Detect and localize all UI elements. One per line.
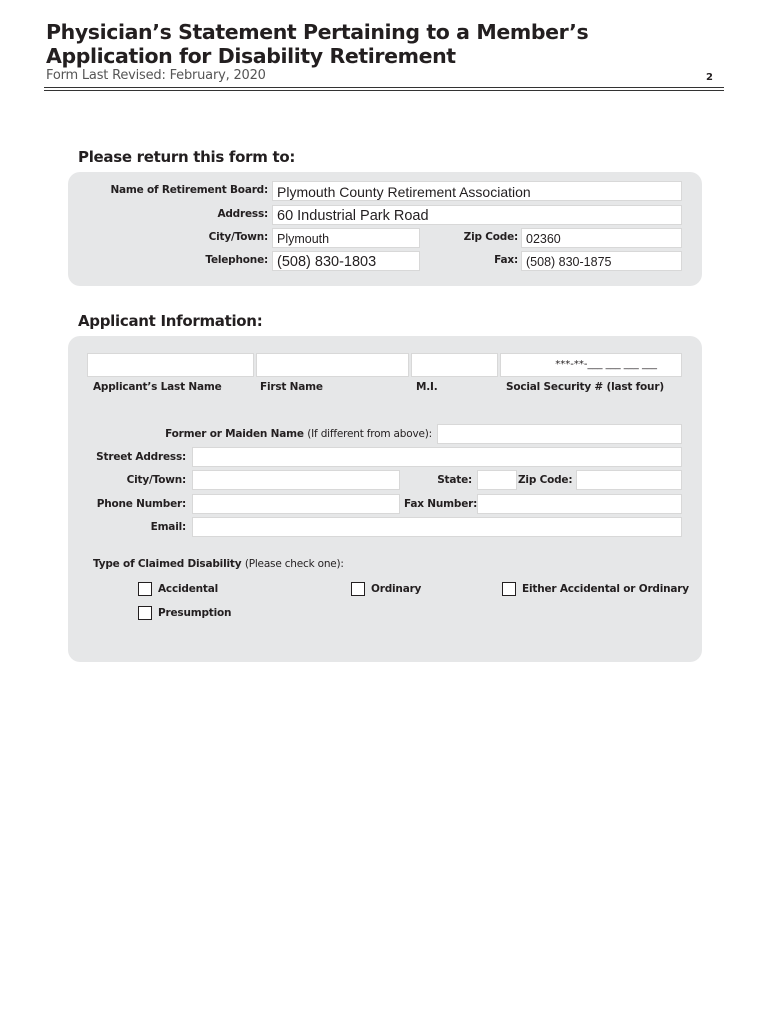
state-input[interactable]	[477, 470, 517, 490]
applicant-fax-input[interactable]	[477, 494, 682, 514]
former-name-input[interactable]	[437, 424, 682, 444]
revision-date: Form Last Revised: February, 2020	[46, 68, 266, 83]
ordinary-checkbox[interactable]	[351, 582, 365, 596]
ssn-input[interactable]: ***-**-___ ___ ___ ___	[500, 353, 682, 377]
former-name-note: (If different from above):	[307, 428, 432, 440]
accidental-checkbox[interactable]	[138, 582, 152, 596]
address-label: Address:	[217, 208, 268, 220]
applicant-fax-label: Fax Number:	[404, 498, 478, 510]
accidental-label: Accidental	[158, 583, 218, 595]
email-label: Email:	[150, 521, 186, 533]
board-label: Name of Retirement Board:	[110, 184, 268, 196]
phone-input[interactable]	[192, 494, 400, 514]
disability-type-label-text: Type of Claimed Disability	[93, 558, 242, 570]
state-label: State:	[437, 474, 472, 486]
applicant-city-label: City/Town:	[126, 474, 186, 486]
city-label: City/Town:	[208, 231, 268, 243]
city-field[interactable]: Plymouth	[272, 228, 420, 248]
ordinary-label: Ordinary	[371, 583, 422, 595]
header-rule-secondary	[44, 90, 724, 91]
fax-label: Fax:	[494, 254, 518, 266]
telephone-field[interactable]: (508) 830-1803	[272, 251, 420, 271]
either-checkbox[interactable]	[502, 582, 516, 596]
fax-field[interactable]: (508) 830-1875	[521, 251, 682, 271]
presumption-label: Presumption	[158, 607, 232, 619]
middle-initial-label: M.I.	[416, 381, 438, 393]
board-field[interactable]: Plymouth County Retirement Association	[272, 181, 682, 201]
page-number: 2	[706, 72, 713, 83]
zip-label: Zip Code:	[463, 231, 518, 243]
either-label: Either Accidental or Ordinary	[522, 583, 689, 595]
applicant-zip-label: Zip Code:	[518, 474, 573, 486]
presumption-checkbox[interactable]	[138, 606, 152, 620]
applicant-city-input[interactable]	[192, 470, 400, 490]
disability-type-label	[93, 558, 344, 570]
former-name-label-text: Former or Maiden Name	[165, 428, 304, 440]
zip-field[interactable]: 02360	[521, 228, 682, 248]
form-title: Physician’s Statement Pertaining to a Member’s Application for Disability Retirement	[46, 20, 589, 68]
email-input[interactable]	[192, 517, 682, 537]
middle-initial-input[interactable]	[411, 353, 498, 377]
address-field[interactable]: 60 Industrial Park Road	[272, 205, 682, 225]
street-label: Street Address:	[96, 451, 186, 463]
last-name-label: Applicant’s Last Name	[93, 381, 222, 393]
first-name-label: First Name	[260, 381, 323, 393]
applicant-zip-input[interactable]	[576, 470, 682, 490]
last-name-input[interactable]	[87, 353, 254, 377]
first-name-input[interactable]	[256, 353, 409, 377]
former-name-label	[120, 428, 432, 440]
return-heading: Please return this form to:	[78, 148, 296, 166]
phone-label: Phone Number:	[96, 498, 186, 510]
header-rule	[44, 87, 724, 88]
disability-type-note: (Please check one):	[244, 558, 344, 570]
telephone-label: Telephone:	[205, 254, 268, 266]
ssn-label: Social Security # (last four)	[506, 381, 664, 393]
applicant-heading: Applicant Information:	[78, 312, 263, 330]
street-input[interactable]	[192, 447, 682, 467]
